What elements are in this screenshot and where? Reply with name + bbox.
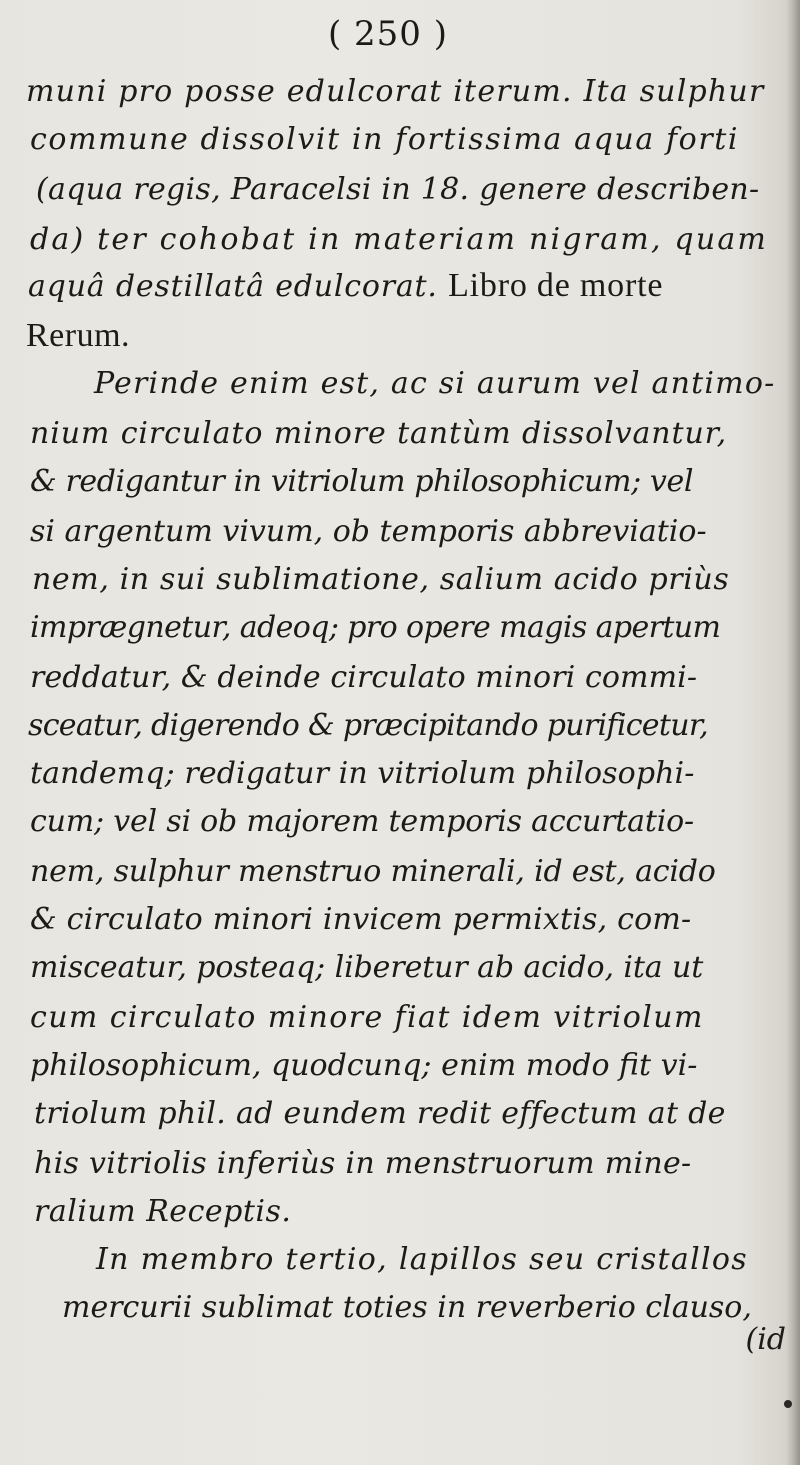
- text-line: commune dissolvit in fortissima aqua forti: [30, 122, 740, 157]
- text-line: cum; vel si ob majorem temporis accurtatio-: [30, 804, 694, 839]
- text-line: philosophicum, quodcunq; enim modo fit vi-: [30, 1048, 698, 1083]
- text-line: nem, sulphur menstruo minerali, id est, acido: [30, 854, 716, 889]
- text-line: tandemq; redigatur in vitriolum philosophi-: [30, 756, 695, 791]
- catchword: (id: [745, 1322, 786, 1357]
- text-line: triolum phil. ad eundem redit effectum at de: [34, 1096, 726, 1131]
- text-line: & circulato minori invicem permixtis, com-: [30, 902, 692, 937]
- ink-spot: [784, 1400, 792, 1408]
- text-line: nem, in sui sublimatione, salium acido priùs: [32, 562, 730, 597]
- text-line: his vitriolis inferiùs in menstruorum mine-: [34, 1146, 692, 1181]
- text-line: sceatur, digerendo & præcipitando purificetur,: [28, 708, 709, 743]
- page-number: ( 250 ): [327, 14, 449, 54]
- text-line: In membro tertio, lapillos seu cristallos: [96, 1242, 748, 1277]
- text-line: reddatur, & deinde circulato minori commi-: [30, 660, 698, 695]
- text-line: & redigantur in vitriolum philosophicum; vel: [30, 464, 694, 499]
- text-line: (aqua regis, Paracelsi in 18. genere describen-: [36, 172, 760, 207]
- text-line: muni pro posse edulcorat iterum. Ita sulphur: [26, 74, 765, 109]
- text-line: ralium Receptis.: [34, 1194, 292, 1229]
- text-roman: Rerum.: [26, 317, 131, 354]
- text-line: [26, 314, 130, 359]
- text-line: Perinde enim est, ac si aurum vel antimo-: [94, 366, 776, 401]
- text-line: si argentum vivum, ob temporis abbreviatio-: [30, 514, 707, 549]
- text-line: nium circulato minore tantùm dissolvantur,: [30, 416, 728, 451]
- text-line: da) ter cohobat in materiam nigram, quam: [30, 222, 769, 257]
- text-line: misceatur, posteaq; liberetur ab acido, ita ut: [30, 950, 704, 985]
- text-line: aquâ destillatâ edulcorat. Libro de morte: [28, 267, 664, 304]
- text-line: mercurii sublimat toties in reverberio clauso,: [62, 1290, 752, 1325]
- text-line: cum circulato minore fiat idem vitriolum: [30, 1000, 704, 1035]
- text-line: imprægnetur, adeoq; pro opere magis apertum: [30, 610, 721, 645]
- page-edge-shadow: [786, 0, 800, 1465]
- text-roman: Libro de morte: [448, 267, 664, 304]
